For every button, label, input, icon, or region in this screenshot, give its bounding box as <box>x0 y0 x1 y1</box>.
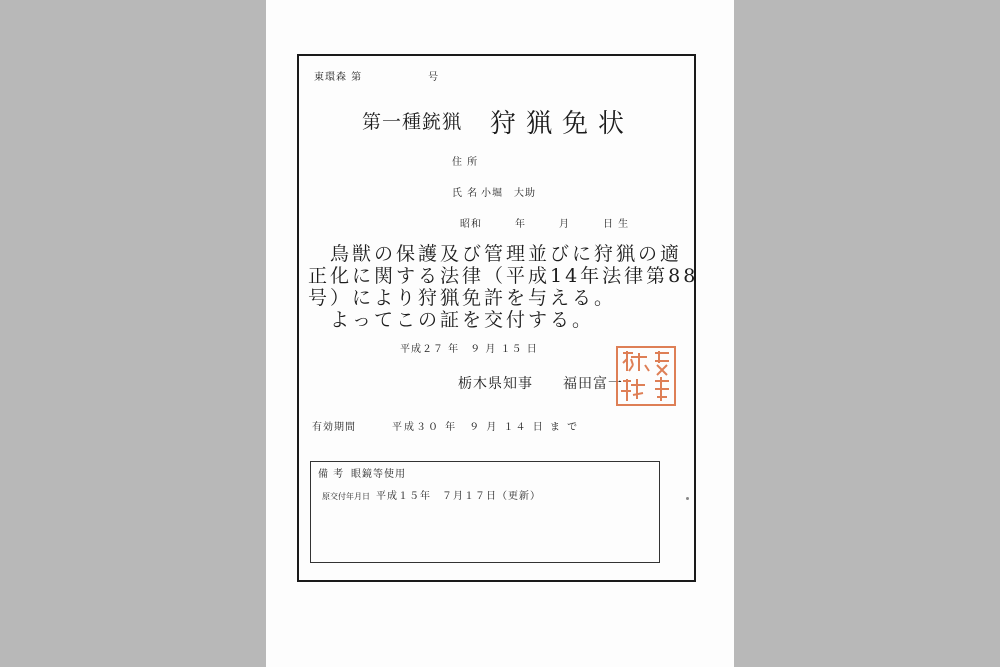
original-issue-date: 平成１５年 ７月１７日（更新） <box>376 491 541 502</box>
remarks-label: 備 考 <box>318 469 345 480</box>
validity-label: 有効期間 <box>312 422 356 433</box>
body-line: 号）により狩猟免許を与える。 <box>308 287 617 309</box>
body-line: 正化に関する法律（平成14年法律第88 <box>308 265 699 287</box>
seal-text: 栃木県知事印 <box>646 380 652 381</box>
official-seal-icon <box>615 345 677 407</box>
paper-speck <box>686 497 689 500</box>
certificate-number: 東環森 第 号 <box>314 72 440 83</box>
license-body <box>308 243 698 331</box>
validity-period: 平成３０ 年 ９ 月 １４ 日 ま で <box>392 422 580 433</box>
birth-date: 昭和 年 月 日 生 <box>460 219 630 230</box>
issuer-name: 栃木県知事 福田富一 <box>458 376 623 392</box>
license-title: 狩猟免状 <box>490 109 635 139</box>
remarks-value: 眼鏡等使用 <box>351 469 406 480</box>
issue-date: 平成２７ 年 ９ 月 １５ 日 <box>400 344 538 355</box>
address-label: 住 所 <box>452 157 479 168</box>
body-line: よってこの証を交付する。 <box>308 309 595 331</box>
license-type: 第一種銃猟 <box>362 111 463 133</box>
body-line: 鳥獣の保護及び管理並びに狩猟の適 <box>308 243 683 265</box>
holder-name: 小堀 大助 <box>481 188 536 199</box>
original-issue-label: 原交付年月日 <box>322 492 370 501</box>
name-label: 氏 名 <box>452 188 479 199</box>
